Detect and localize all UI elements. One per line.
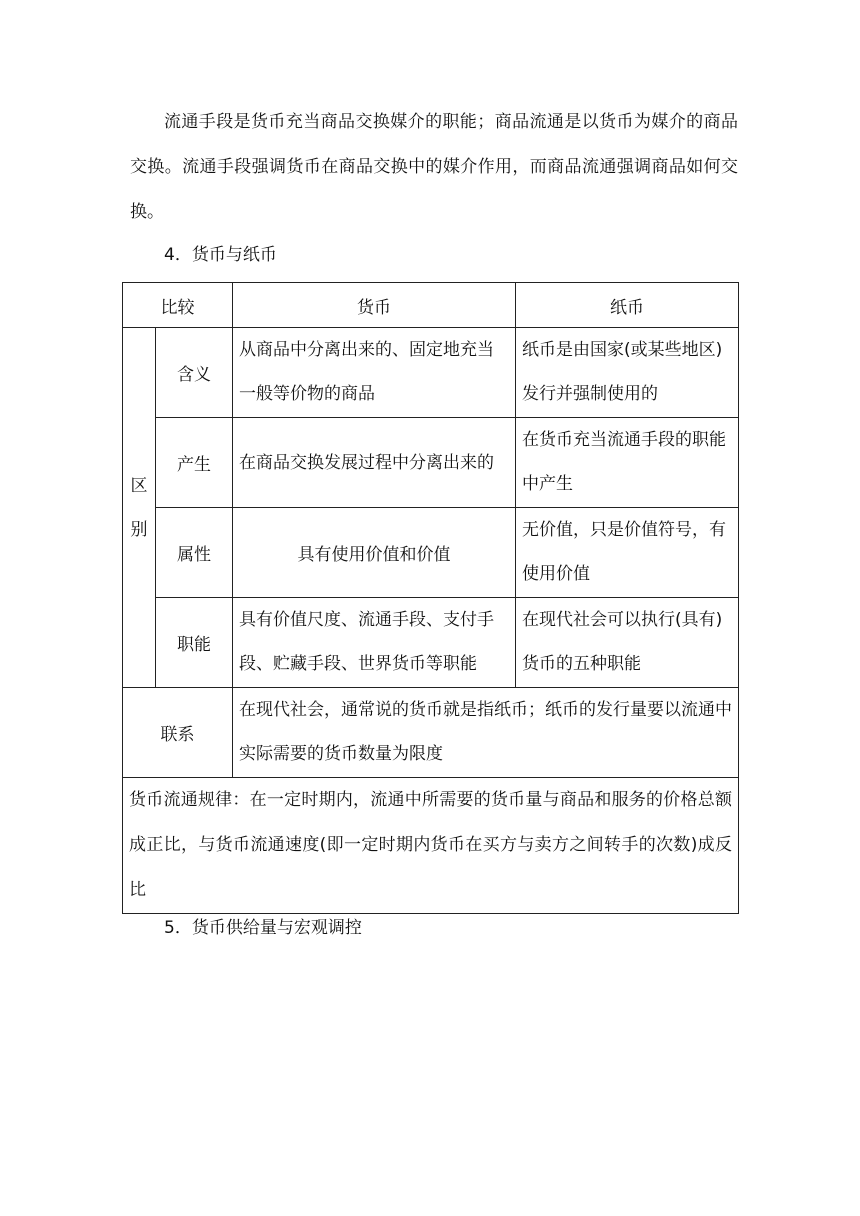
row-label: 含义: [156, 328, 233, 418]
row-label: 产生: [156, 418, 233, 508]
header-paper-money: 纸币: [516, 283, 739, 328]
section-5-heading: 5．货币供给量与宏观调控: [164, 918, 362, 938]
paper-money-cell: 在现代社会可以执行(具有)货币的五种职能: [516, 598, 739, 688]
table-row: [123, 508, 739, 598]
section-4-heading: 4．货币与纸币: [164, 245, 277, 265]
intro-paragraph: 流通手段是货币充当商品交换媒介的职能；商品流通是以货币为媒介的商品交换。流通手段强调货币在商品交换中的媒介作用，而商品流通强调商品如何交换。: [130, 112, 738, 222]
link-text: 在现代社会，通常说的货币就是指纸币；纸币的发行量要以流通中实际需要的货币数量为限度: [233, 688, 739, 778]
paper-money-cell: 纸币是由国家(或某些地区)发行并强制使用的: [516, 328, 739, 418]
table-row: [123, 328, 739, 418]
link-row: [123, 688, 739, 778]
row-label: 属性: [156, 508, 233, 598]
money-cell: 具有使用价值和价值: [233, 508, 516, 598]
difference-group-label: 区别: [123, 328, 156, 688]
header-money: 货币: [233, 283, 516, 328]
money-cell: 在商品交换发展过程中分离出来的: [233, 418, 516, 508]
link-label: 联系: [123, 688, 233, 778]
money-cell: 从商品中分离出来的、固定地充当一般等价物的商品: [233, 328, 516, 418]
row-label: 职能: [156, 598, 233, 688]
header-compare: 比较: [123, 283, 233, 328]
table-header-row: [123, 283, 739, 328]
money-cell: 具有价值尺度、流通手段、支付手段、贮藏手段、世界货币等职能: [233, 598, 516, 688]
table-row: [123, 598, 739, 688]
paper-money-cell: 在货币充当流通手段的职能中产生: [516, 418, 739, 508]
table-row: [123, 418, 739, 508]
money-comparison-table: [122, 282, 739, 914]
circulation-law-text: 货币流通规律：在一定时期内，流通中所需要的货币量与商品和服务的价格总额成正比，与货币流通速度(即一定时期内货币在买方与卖方之间转手的次数)成反比: [123, 778, 739, 914]
law-row: [123, 778, 739, 914]
paper-money-cell: 无价值，只是价值符号，有使用价值: [516, 508, 739, 598]
